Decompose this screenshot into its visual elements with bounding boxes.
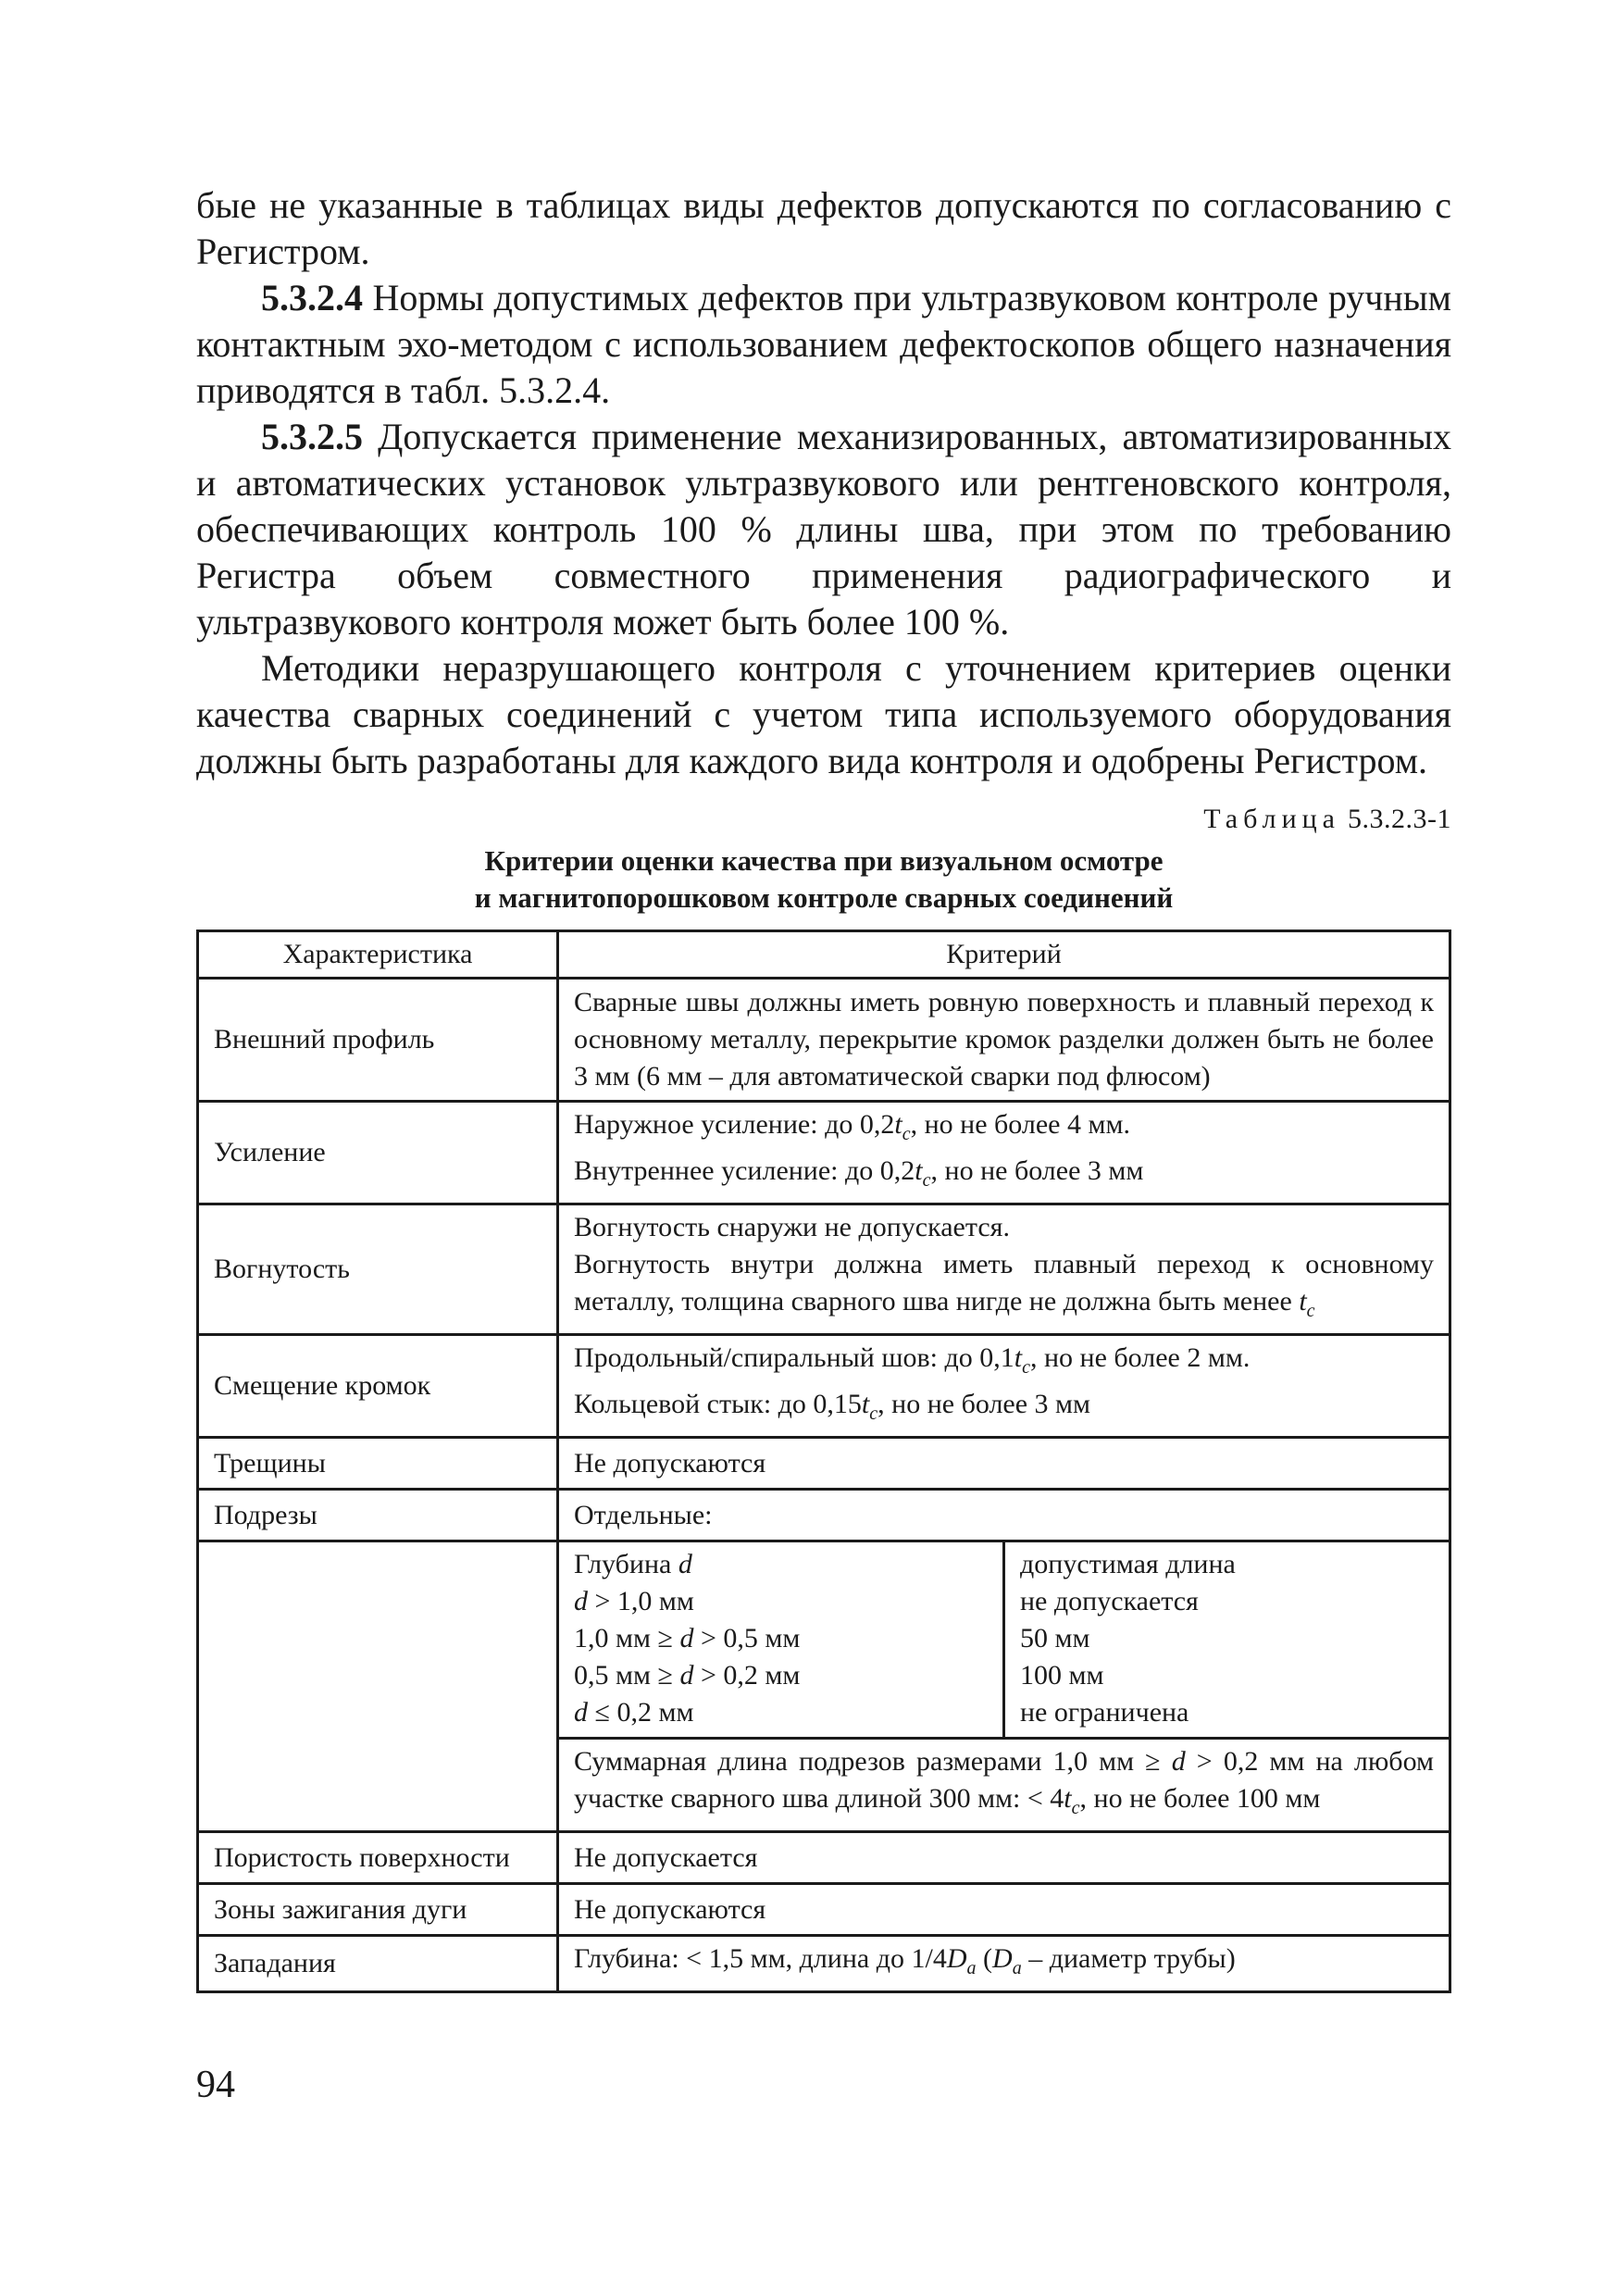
symbol-d: d — [679, 1660, 694, 1691]
text: Наружное усиление: до 0,2 — [574, 1109, 895, 1140]
text: , но не более 4 мм. — [910, 1109, 1130, 1140]
header-characteristic: Характеристика — [198, 931, 558, 979]
row-name: Трещины — [198, 1438, 558, 1490]
symbol-t: t — [1014, 1342, 1023, 1373]
table-title-line-1: Критерии оценки качества при визуальном осмотре — [484, 844, 1164, 877]
row-name: Вогнутость — [198, 1204, 558, 1335]
symbol-D: D — [946, 1943, 967, 1974]
text: ≤ 0,2 мм — [588, 1697, 694, 1728]
row-name: Усиление — [198, 1102, 558, 1204]
paragraph-5-3-2-4 — [196, 275, 1451, 414]
row-criterion: Не допускаются — [558, 1884, 1450, 1936]
table-caption-id: 5.3.2.3-1 — [1348, 804, 1451, 834]
symbol-D: D — [992, 1943, 1013, 1974]
row-name: Зоны зажигания дуги — [198, 1884, 558, 1936]
symbol-c: c — [1306, 1301, 1315, 1321]
symbol-c: c — [902, 1124, 911, 1144]
text: > 0,5 мм — [693, 1623, 801, 1653]
text: , но не более 3 мм — [877, 1389, 1091, 1419]
table-row — [198, 1884, 1450, 1936]
paragraph-text: бые не указанные в таблицах виды дефектов допускаются по согласованию с Регистром. — [196, 184, 1451, 272]
length-row: не ограничена — [1020, 1697, 1189, 1728]
header-criterion: Критерий — [558, 931, 1450, 979]
length-header: допустимая длина — [1020, 1549, 1236, 1579]
text: – диаметр трубы) — [1021, 1943, 1236, 1974]
row-criterion: Не допускается — [558, 1832, 1450, 1884]
row-criterion — [558, 1936, 1450, 1992]
table-row — [198, 1490, 1450, 1541]
symbol-t: t — [861, 1389, 870, 1419]
symbol-c: c — [922, 1170, 931, 1191]
depth-row — [574, 1657, 988, 1694]
depth-row — [574, 1583, 988, 1620]
symbol-d: d — [679, 1623, 694, 1653]
table-row — [198, 1204, 1450, 1335]
text: Внутреннее усиление: до 0,2 — [574, 1155, 915, 1186]
symbol-d: d — [1171, 1746, 1186, 1777]
table-caption-number — [1203, 804, 1451, 835]
table-row — [198, 1936, 1450, 1992]
table-row — [198, 1335, 1450, 1438]
paragraph-text: Нормы допустимых дефектов при ультразвуковом контроле ручным контактным эхо-методом с использованием дефектоскопов общего назначения приводятся в табл. 5.3.2.4. — [196, 277, 1451, 411]
row-criterion — [558, 1102, 1450, 1204]
symbol-a: a — [966, 1958, 977, 1978]
symbol-d: d — [678, 1549, 692, 1579]
symbol-t: t — [894, 1109, 902, 1140]
symbol-c: c — [869, 1404, 878, 1424]
symbol-a: a — [1012, 1958, 1022, 1978]
row-criterion: Отдельные: — [558, 1490, 1450, 1541]
criterion-line: Вогнутость снаружи не допускается. — [574, 1212, 1010, 1242]
text: , но не более 100 мм — [1079, 1783, 1321, 1814]
paragraph-continuation — [196, 182, 1451, 275]
table-row — [198, 979, 1450, 1102]
criterion-line — [574, 1153, 1434, 1199]
table-title-line-2: и магнитопорошковом контроле сварных соединений — [474, 881, 1174, 914]
clause-number: 5.3.2.4 — [261, 277, 363, 318]
symbol-c: c — [1022, 1357, 1030, 1378]
row-name: Пористость поверхности — [198, 1832, 558, 1884]
criterion-line — [574, 1106, 1434, 1153]
text: Суммарная длина подрезов размерами 1,0 мм ≥ — [574, 1746, 1172, 1777]
empty-cell — [198, 1541, 558, 1832]
length-row: не допускается — [1020, 1586, 1199, 1616]
undercut-summary — [558, 1739, 1450, 1832]
symbol-d: d — [574, 1586, 588, 1616]
table-row — [198, 1541, 1450, 1739]
clause-number: 5.3.2.5 — [261, 416, 363, 457]
undercut-length-column — [1004, 1541, 1450, 1739]
row-criterion: Сварные швы должны иметь ровную поверхность и плавный переход к основному металлу, перекрытие кромок разделки должен быть не более 3 мм (6 мм – для автоматической сварки под флюсом) — [558, 979, 1450, 1102]
table-row — [198, 1102, 1450, 1204]
text: > 0,2 мм — [693, 1660, 801, 1691]
text: 1,0 мм ≥ — [574, 1623, 680, 1653]
table-caption-word: Таблица — [1203, 804, 1340, 834]
row-name: Смещение кромок — [198, 1335, 558, 1438]
table-title — [196, 842, 1451, 917]
paragraph-5-3-2-5 — [196, 414, 1451, 645]
text: Глубина — [574, 1549, 672, 1579]
length-row: 50 мм — [1020, 1623, 1090, 1653]
depth-row — [574, 1694, 988, 1731]
row-name: Западания — [198, 1936, 558, 1992]
symbol-t: t — [915, 1155, 923, 1186]
paragraph-text: Методики неразрушающего контроля с уточнением критериев оценки качества сварных соединений с учетом типа используемого оборудования должны быть разработаны для каждого вида контроля и одобрены Регистром. — [196, 647, 1451, 781]
paragraph-text: Допускается применение механизированных, автоматизированных и автоматических установок ультразвукового или рентгеновского контроля, обеспечивающих контроль 100 % длины шва, при этом по требованию Регистра объем совместного применения радиографического и ультразвукового контроля может быть более 100 %. — [196, 416, 1451, 643]
text: > 0,2 мм на любом участке сварного шва длиной 300 мм: < 4 — [574, 1746, 1434, 1814]
page-number: 94 — [196, 2064, 235, 2106]
row-criterion — [558, 1335, 1450, 1438]
text: ( — [976, 1943, 993, 1974]
depth-row — [574, 1620, 988, 1657]
text: Продольный/спиральный шов: до 0,1 — [574, 1342, 1014, 1373]
criterion-line — [574, 1386, 1434, 1432]
table-row — [198, 1438, 1450, 1490]
text: > 1,0 мм — [588, 1586, 694, 1616]
depth-header — [574, 1546, 988, 1583]
table-row — [198, 1832, 1450, 1884]
symbol-d: d — [574, 1697, 588, 1728]
row-name: Внешний профиль — [198, 979, 558, 1102]
symbol-c: c — [1071, 1798, 1080, 1818]
criterion-line — [574, 1340, 1434, 1386]
undercut-depth-column — [558, 1541, 1004, 1739]
text: 0,5 мм ≥ — [574, 1660, 680, 1691]
criterion-line: Вогнутость внутри должна иметь плавный переход к основному металлу, толщина сварного шва нигде не должна быть менее — [574, 1249, 1434, 1316]
length-row: 100 мм — [1020, 1660, 1104, 1691]
symbol-t: t — [1064, 1783, 1072, 1814]
text: , но не более 3 мм — [930, 1155, 1144, 1186]
paragraph-methods — [196, 645, 1451, 784]
criteria-table — [196, 930, 1451, 1993]
text: , но не более 2 мм. — [1029, 1342, 1251, 1373]
row-criterion: Не допускаются — [558, 1438, 1450, 1490]
row-name: Подрезы — [198, 1490, 558, 1541]
table-header-row — [198, 931, 1450, 979]
symbol-t: t — [1299, 1286, 1307, 1316]
text: Глубина: < 1,5 мм, длина до 1/4 — [574, 1943, 947, 1974]
row-criterion — [558, 1204, 1450, 1335]
text: Кольцевой стык: до 0,15 — [574, 1389, 862, 1419]
